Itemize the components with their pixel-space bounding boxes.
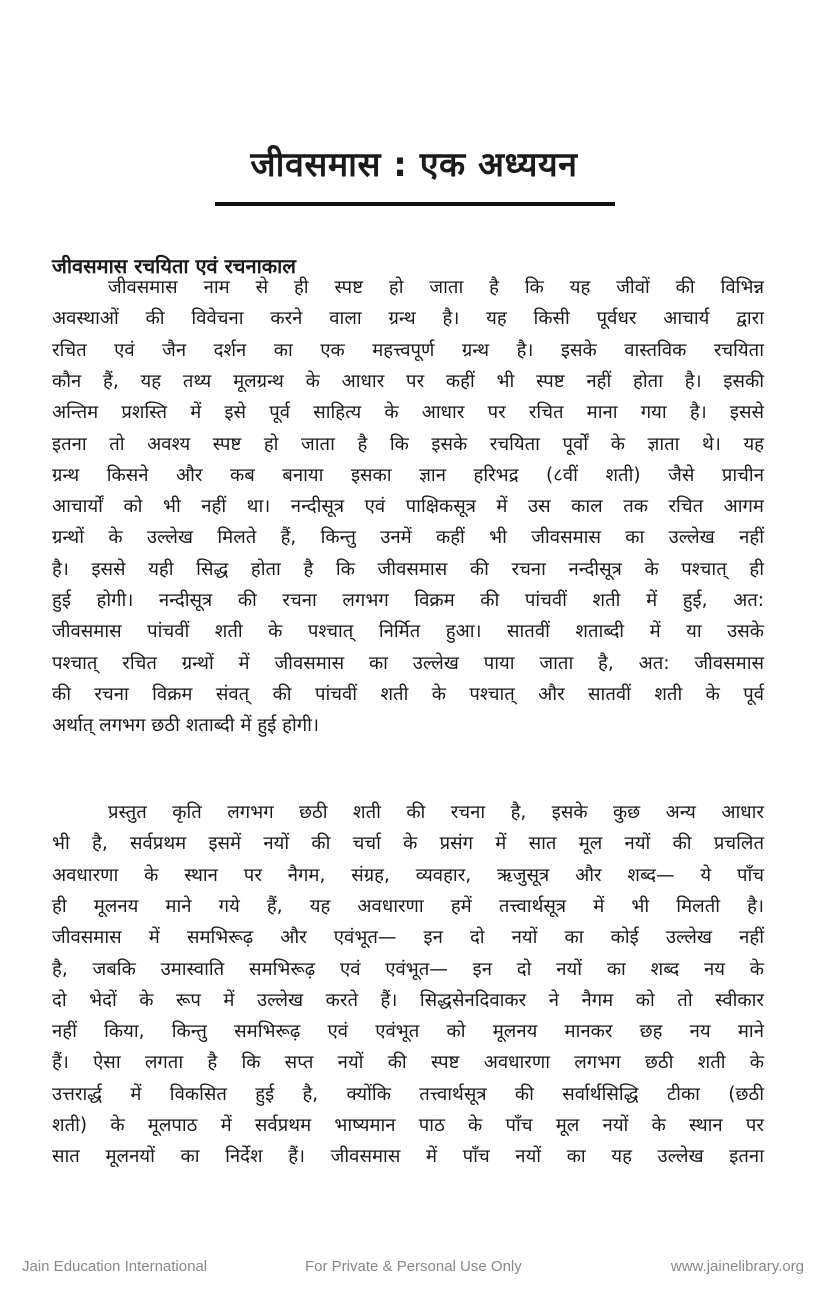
text-line: इतना तो अवश्य स्पष्ट हो जाता है कि इसके रचयिता पूर्वों के ज्ञाता थे। यह (52, 433, 764, 455)
text-line: अर्थात् लगभग छठी शताब्दी में हुई होगी। (52, 715, 319, 737)
page-title: जीवसमास : एक अध्ययन (250, 145, 578, 185)
text-line: है। इससे यही सिद्ध होता है कि जीवसमास की रचना नन्दीसूत्र के पश्चात् ही (52, 558, 764, 580)
footer-left: Jain Education International (22, 1258, 208, 1275)
text-line: ग्रन्थों के उल्लेख मिलते हैं, किन्तु उनमें कहीं भी जीवसमास का उल्लेख नहीं (52, 527, 764, 549)
text-line: कौन हैं, यह तथ्य मूलग्रन्थ के आधार पर कहीं भी स्पष्ट नहीं होता है। इसकी (52, 370, 764, 392)
footer-right-link[interactable]: www.jainelibrary.org (670, 1258, 804, 1275)
text-line: पश्चात् रचित ग्रन्थों में जीवसमास का उल्लेख पाया जाता है, अत: जीवसमास (52, 652, 764, 674)
text-line: नहीं किया, किन्तु समभिरूढ़ एवं एवंभूत को मूलनय मानकर छह नय माने (52, 1021, 764, 1043)
text-line: अवस्थाओं की विवेचना करने वाला ग्रन्थ है। यह किसी पूर्वधर आचार्य द्वारा (52, 308, 764, 330)
text-line: शती) के मूलपाठ में सर्वप्रथम भाष्यमान पाठ के पाँच मूल नयों के स्थान पर (52, 1115, 764, 1136)
text-line: सात मूलनयों का निर्देश हैं। जीवसमास में पाँच नयों का यह उल्लेख इतना (52, 1146, 764, 1168)
text-line: दो भेदों के रूप में उल्लेख करते हैं। सिद्धसेनदिवाकर ने नैगम को तो स्वीकार (52, 989, 764, 1011)
title-underline (215, 202, 615, 206)
footer-center: For Private & Personal Use Only (305, 1258, 522, 1275)
text-line: अवधारणा के स्थान पर नैगम, संग्रह, व्यवहार, ऋजुसूत्र और शब्द— ये पाँच (52, 864, 764, 886)
text-line: है, जबकि उमास्वाति समभिरूढ़ एवं एवंभूत— इन दो नयों का शब्द नय के (52, 958, 764, 980)
text-line: जीवसमास में समभिरूढ़ और एवंभूत— इन दो नयों का कोई उल्लेख नहीं (52, 927, 764, 949)
text-line: ही मूलनय माने गये हैं, यह अवधारणा हमें तत्त्वार्थसूत्र में भी मिलती है। (52, 895, 764, 917)
text-line: जीवसमास नाम से ही स्पष्ट हो जाता है कि यह जीवों की विभिन्न (108, 277, 764, 298)
text-line: भी है, सर्वप्रथम इसमें नयों की चर्चा के प्रसंग में सात मूल नयों की प्रचलित (52, 833, 764, 855)
section-heading: जीवसमास रचयिता एवं रचनाकाल (52, 254, 296, 278)
text-line: जीवसमास पांचवीं शती के पश्चात् निर्मित हुआ। सातवीं शताब्दी में या उसके (52, 621, 764, 643)
text-line: हैं। ऐसा लगता है कि सप्त नयों की स्पष्ट अवधारणा लगभग छठी शती के (52, 1052, 764, 1074)
text-line: उत्तरार्द्ध में विकसित हुई है, क्योंकि तत्त्वार्थसूत्र की सर्वार्थसिद्धि टीका (छठी (52, 1083, 764, 1105)
text-line: की रचना विक्रम संवत् की पांचवीं शती के पश्चात् और सातवीं शती के पूर्व (52, 683, 764, 705)
text-line: ग्रन्थ किसने और कब बनाया इसका ज्ञान हरिभद्र (८वीं शती) जैसे प्राचीन (52, 464, 764, 486)
text-line: अन्तिम प्रशस्ति में इसे पूर्व साहित्य के आधार पर रचित माना गया है। इससे (52, 402, 764, 424)
text-line: हुई होगी। नन्दीसूत्र की रचना लगभग विक्रम की पांचवीं शती में हुई, अत: (52, 590, 764, 611)
text-line: रचित एवं जैन दर्शन का एक महत्त्वपूर्ण ग्रन्थ है। इसके वास्तविक रचयिता (52, 339, 764, 361)
text-line: आचार्यों को भी नहीं था। नन्दीसूत्र एवं पाक्षिकसूत्र में उस काल तक रचित आगम (52, 496, 764, 518)
text-line: प्रस्तुत कृति लगभग छठी शती की रचना है, इसके कुछ अन्य आधार (108, 802, 764, 823)
